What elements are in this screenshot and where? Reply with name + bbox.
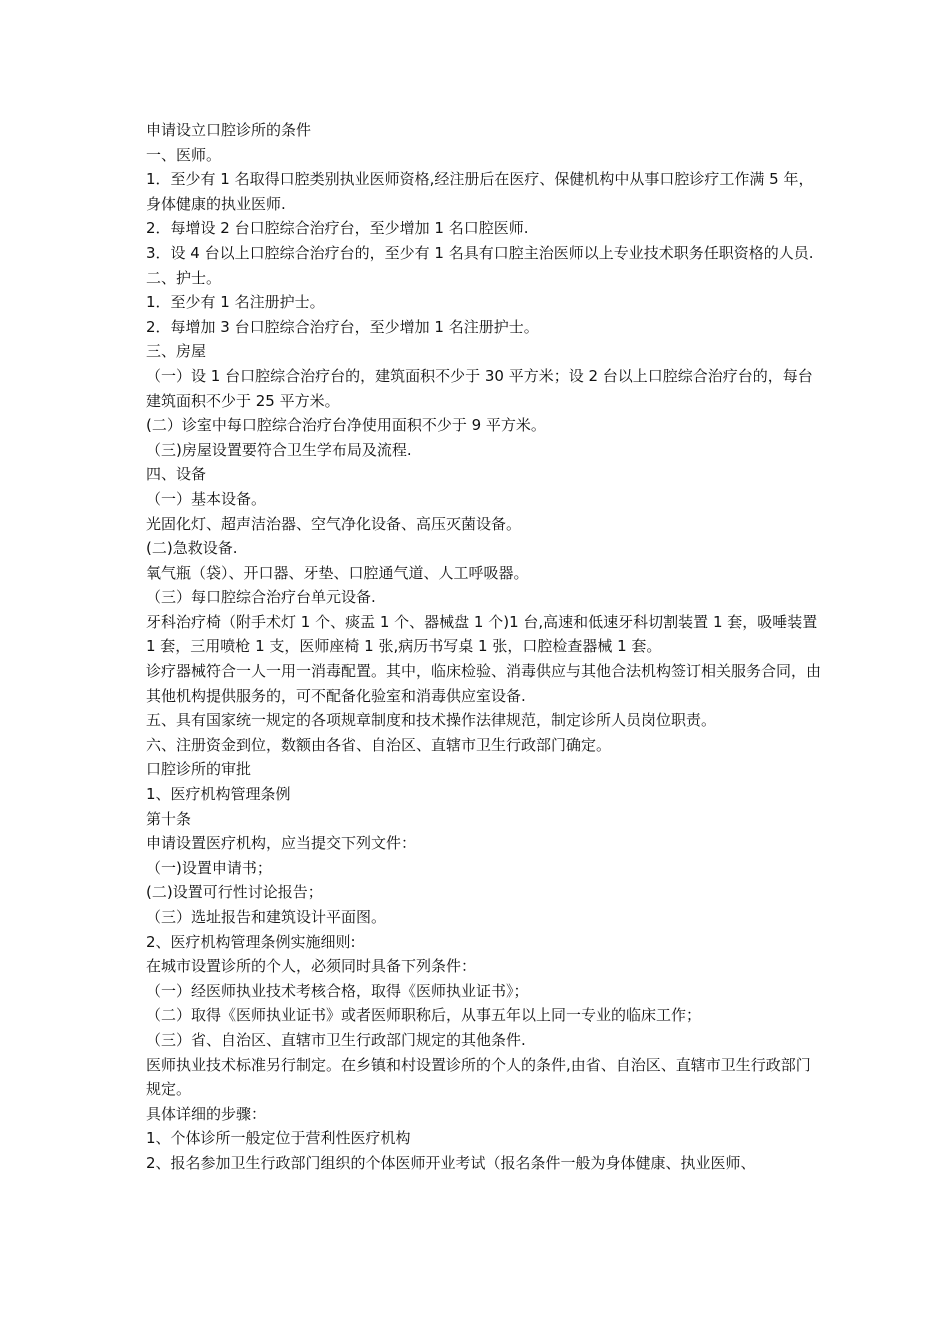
paragraph: 2、医疗机构管理条例实施细则: bbox=[146, 932, 356, 951]
paragraph: 1．至少有 1 名注册护士。 bbox=[146, 293, 325, 312]
section-heading: 三、房屋 bbox=[146, 342, 207, 361]
paragraph: 1、个体诊所一般定位于营利性医疗机构 bbox=[146, 1129, 411, 1148]
paragraph: （一）设 1 台口腔综合治疗台的，建筑面积不少于 30 平方米；设 2 台以上口腔综合治疗台的，每台建筑面积不少于 25 平方米。 bbox=[146, 366, 813, 410]
paragraph: （一）经医师执业技术考核合格，取得《医师执业证书》； bbox=[146, 981, 529, 1000]
paragraph: 医师执业技术标准另行制定。在乡镇和村设置诊所的个人的条件,由省、自治区、直辖市卫生行政部门规定。 bbox=[146, 1055, 811, 1099]
document-body bbox=[146, 118, 822, 1176]
paragraph: 六、注册资金到位，数额由各省、自治区、直辖市卫生行政部门确定。 bbox=[146, 735, 612, 754]
paragraph: 2、报名参加卫生行政部门组织的个体医师开业考试（报名条件一般为身体健康、执业医师、 bbox=[146, 1153, 756, 1172]
paragraph: 第十条 bbox=[146, 809, 192, 828]
paragraph: 1．至少有 1 名取得口腔类别执业医师资格,经注册后在医疗、保健机构中从事口腔诊疗工作满 5 年，身体健康的执业医师. bbox=[146, 170, 814, 213]
section-heading: 口腔诊所的审批 bbox=[146, 760, 252, 779]
doc-title: 申请设立口腔诊所的条件 bbox=[146, 121, 312, 139]
paragraph: （二）取得《医师执业证书》或者医师职称后，从事五年以上同一专业的临床工作； bbox=[146, 1006, 702, 1025]
paragraph: 氧气瓶（袋）、开口器、牙垫、口腔通气道、人工呼吸器。 bbox=[146, 563, 529, 582]
paragraph: 具体详细的步骤： bbox=[146, 1104, 267, 1123]
paragraph: （一)设置申请书； bbox=[146, 858, 272, 877]
paragraph: 2．每增设 2 台口腔综合治疗台，至少增加 1 名口腔医师. bbox=[146, 219, 529, 238]
paragraph: 在城市设置诊所的个人，必须同时具备下列条件： bbox=[146, 957, 477, 976]
paragraph: (二)急救设备. bbox=[146, 539, 238, 558]
paragraph: 牙科治疗椅（附手术灯 1 个、痰盂 1 个、器械盘 1 个)1 台,高速和低速牙科切割装置 1 套，吸唾装置 1 套，三用喷枪 1 支，医师座椅 1 张,病历书写桌 1 张，口腔检查器械 1 套。 bbox=[146, 612, 818, 656]
paragraph: （一）基本设备。 bbox=[146, 489, 267, 508]
paragraph: 五、具有国家统一规定的各项规章制度和技术操作法律规范，制定诊所人员岗位职责。 bbox=[146, 711, 717, 730]
paragraph: (二）诊室中每口腔综合治疗台净使用面积不少于 9 平方米。 bbox=[146, 416, 546, 435]
paragraph: （三)房屋设置要符合卫生学布局及流程. bbox=[146, 440, 412, 459]
paragraph: 光固化灯、超声洁治器、空气净化设备、高压灭菌设备。 bbox=[146, 514, 522, 533]
paragraph: 2．每增加 3 台口腔综合治疗台，至少增加 1 名注册护士。 bbox=[146, 317, 539, 336]
section-heading: 二、护士。 bbox=[146, 268, 222, 287]
paragraph: （三）省、自治区、直辖市卫生行政部门规定的其他条件. bbox=[146, 1030, 526, 1049]
paragraph: (二)设置可行性讨论报告； bbox=[146, 883, 323, 902]
section-heading: 四、设备 bbox=[146, 465, 207, 484]
paragraph: 1、医疗机构管理条例 bbox=[146, 785, 291, 804]
paragraph: （三）选址报告和建筑设计平面图。 bbox=[146, 908, 387, 926]
section-heading: 一、医师。 bbox=[146, 145, 222, 164]
paragraph: 申请设置医疗机构，应当提交下列文件： bbox=[146, 834, 417, 853]
paragraph: （三）每口腔综合治疗台单元设备. bbox=[146, 588, 376, 607]
paragraph: 诊疗器械符合一人一用一消毒配置。其中，临床检验、消毒供应与其他合法机构签订相关服务合同，由其他机构提供服务的，可不配备化验室和消毒供应室设备. bbox=[146, 662, 822, 705]
paragraph: 3．设 4 台以上口腔综合治疗台的，至少有 1 名具有口腔主治医师以上专业技术职务任职资格的人员. bbox=[146, 243, 814, 262]
